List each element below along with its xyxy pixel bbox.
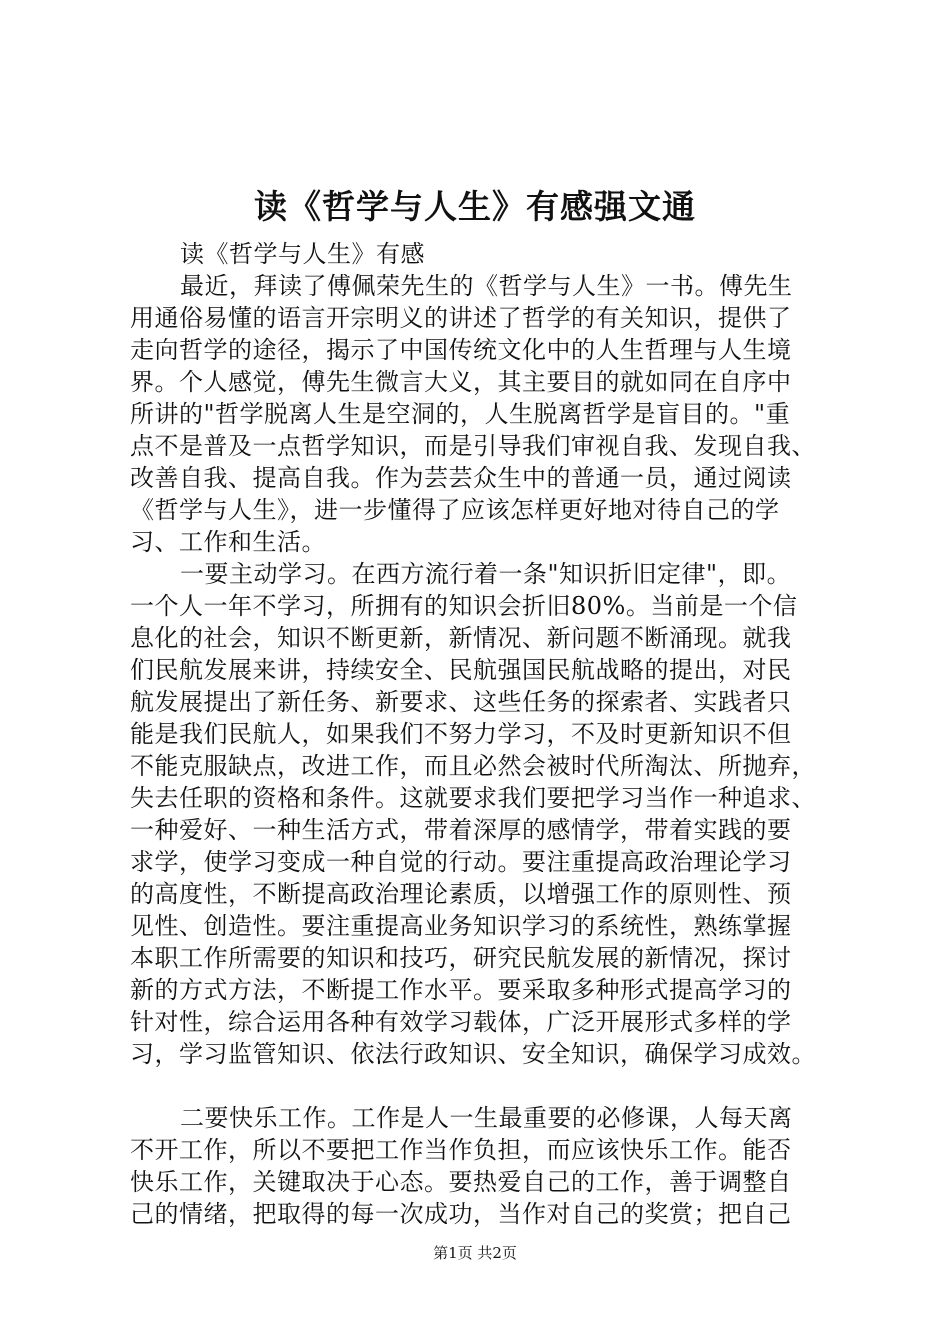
paragraph-line: 见性、创造性。要注重提高业务知识学习的系统性，熟练掌握 bbox=[130, 912, 792, 940]
document-body bbox=[130, 238, 850, 1230]
subtitle-line: 读《哲学与人生》有感 bbox=[180, 240, 425, 268]
paragraph-line: 一要主动学习。在西方流行着一条"知识折旧定律"，即。 bbox=[180, 560, 792, 588]
paragraph-line: 不开工作，所以不要把工作当作负担，而应该快乐工作。能否 bbox=[130, 1136, 792, 1164]
paragraph-line: 针对性，综合运用各种有效学习载体，广泛开展形式多样的学 bbox=[130, 1008, 792, 1036]
paragraph-line: 求学，使学习变成一种自觉的行动。要注重提高政治理论学习 bbox=[130, 848, 792, 876]
paragraph-line: 《哲学与人生》，进一步懂得了应该怎样更好地对待自己的学 bbox=[130, 496, 780, 524]
paragraph-line: 二要快乐工作。工作是人一生最重要的必修课，人每天离 bbox=[180, 1104, 793, 1132]
paragraph-line: 不能克服缺点，改进工作，而且必然会被时代所淘汰、所抛弃， bbox=[130, 752, 816, 780]
paragraph-line: 改善自我、提高自我。作为芸芸众生中的普通一员，通过阅读 bbox=[130, 464, 792, 492]
paragraph-line: 的高度性，不断提高政治理论素质，以增强工作的原则性、预 bbox=[130, 880, 792, 908]
paragraph-line: 习，学习监管知识、依法行政知识、安全知识，确保学习成效。 bbox=[130, 1040, 816, 1068]
paragraph-line: 一个人一年不学习，所拥有的知识会折旧80%。当前是一个信 bbox=[130, 592, 798, 620]
paragraph-line: 快乐工作，关键取决于心态。要热爱自己的工作，善于调整自 bbox=[130, 1168, 792, 1196]
paragraph-line: 新的方式方法，不断提工作水平。要采取多种形式提高学习的 bbox=[130, 976, 792, 1004]
paragraph-line: 最近，拜读了傅佩荣先生的《哲学与人生》一书。傅先生 bbox=[180, 272, 793, 300]
paragraph-line: 能是我们民航人，如果我们不努力学习，不及时更新知识不但 bbox=[130, 720, 792, 748]
paragraph-line: 习、工作和生活。 bbox=[130, 528, 326, 556]
paragraph-line: 己的情绪，把取得的每一次成功，当作对自己的奖赏；把自己 bbox=[130, 1200, 792, 1228]
paragraph-line: 界。个人感觉，傅先生微言大义，其主要目的就如同在自序中 bbox=[130, 368, 792, 396]
paragraph-line: 用通俗易懂的语言开宗明义的讲述了哲学的有关知识，提供了 bbox=[130, 304, 792, 332]
paragraph-line: 所讲的"哲学脱离人生是空洞的，人生脱离哲学是盲目的。"重 bbox=[130, 400, 791, 428]
paragraph-line: 点不是普及一点哲学知识，而是引导我们审视自我、发现自我、 bbox=[130, 432, 816, 460]
paragraph-gap bbox=[130, 1070, 850, 1102]
paragraph-line: 失去任职的资格和条件。这就要求我们要把学习当作一种追求、 bbox=[130, 784, 816, 812]
paragraph-line: 航发展提出了新任务、新要求、这些任务的探索者、实践者只 bbox=[130, 688, 792, 716]
paragraph-line: 息化的社会，知识不断更新，新情况、新问题不断涌现。就我 bbox=[130, 624, 792, 652]
paragraph-line: 们民航发展来讲，持续安全、民航强国民航战略的提出，对民 bbox=[130, 656, 792, 684]
paragraph-line: 走向哲学的途径，揭示了中国传统文化中的人生哲理与人生境 bbox=[130, 336, 792, 364]
paragraph-line: 一种爱好、一种生活方式，带着深厚的感情学，带着实践的要 bbox=[130, 816, 792, 844]
document-title: 读《哲学与人生》有感强文通 bbox=[254, 187, 696, 226]
paragraph-line: 本职工作所需要的知识和技巧，研究民航发展的新情况，探讨 bbox=[130, 944, 792, 972]
page-footer: 第1页 共2页 bbox=[433, 1244, 517, 1262]
